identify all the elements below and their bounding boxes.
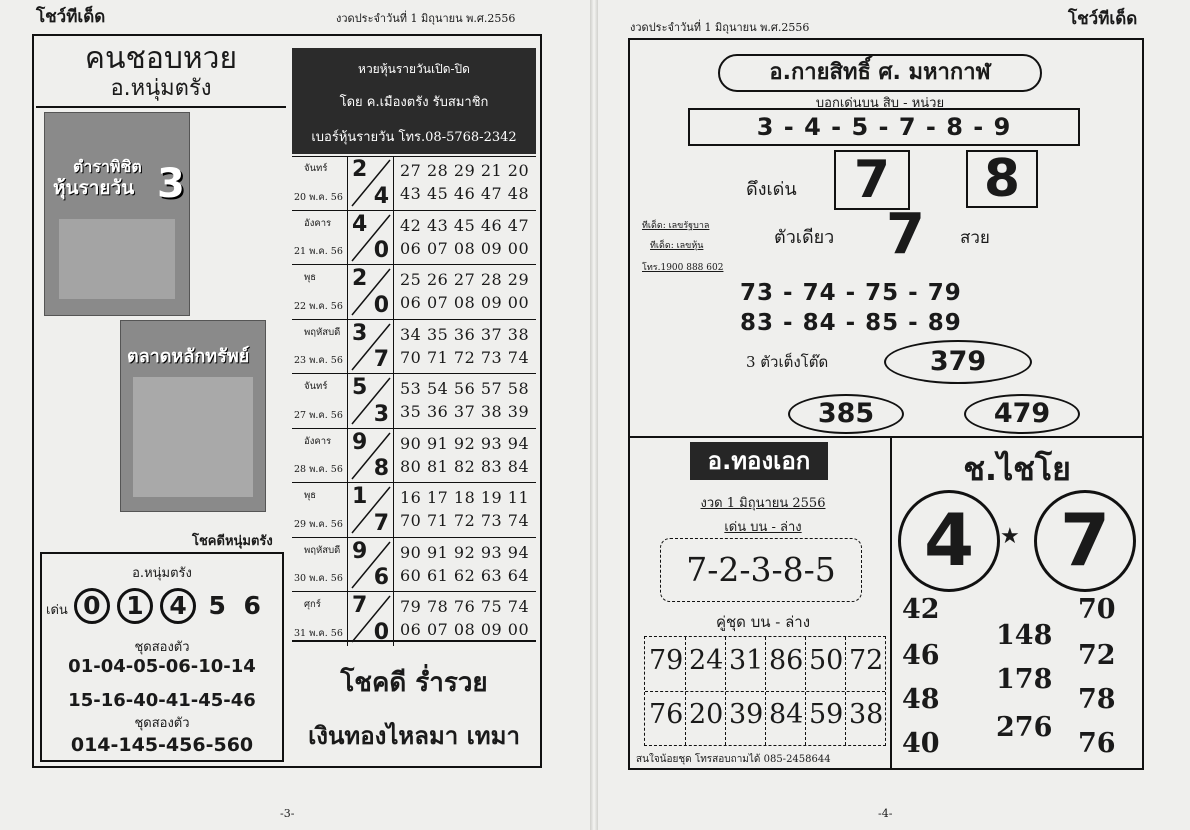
- day-name: พฤหัสบดี: [304, 544, 341, 556]
- day-cell: [292, 483, 348, 537]
- table-row: [292, 428, 536, 483]
- cover2-illustration: [133, 377, 253, 497]
- number-set-bottom: 06 07 08 09 00: [400, 293, 530, 312]
- cover1-illustration: [59, 219, 175, 299]
- brand-block: [36, 40, 286, 108]
- magazine-title: โชว์ทีเด็ด: [36, 7, 106, 27]
- predicted-number: 76: [1078, 728, 1116, 759]
- pairs-line-2: 83 - 84 - 85 - 89: [740, 310, 962, 336]
- day-name: อังคาร: [304, 435, 332, 447]
- day-date: 27 พ.ค. 56: [294, 409, 343, 421]
- side-note-phone: โทร.1900 888 602: [642, 263, 724, 273]
- circled-digit: 0: [74, 588, 110, 624]
- predicted-number: 72: [1078, 640, 1116, 671]
- banner-line2: โดย ค.เมืองตรัง รับสมาชิก: [339, 95, 489, 110]
- day-date: 23 พ.ค. 56: [294, 355, 343, 366]
- issue-date-header: งวดประจำวันที่ 1 มิถุนายน พ.ศ.2556: [630, 21, 810, 34]
- pair-cell: 20: [689, 699, 724, 730]
- brand-author: อ.หนุ่มตรัง: [110, 76, 212, 101]
- lead-digit: 3: [352, 320, 368, 346]
- day-cell: [292, 265, 348, 319]
- second-digit: 7: [373, 510, 389, 536]
- lead-digit-2: 8: [966, 150, 1038, 208]
- page-number: -4-: [878, 807, 893, 820]
- predicted-number: 178: [996, 664, 1053, 695]
- beauty-label: สวย: [960, 228, 990, 248]
- prediction-author: อ.หนุ่มตรัง: [132, 566, 192, 581]
- day-date: 21 พ.ค. 56: [294, 246, 343, 257]
- day-name: พุธ: [304, 490, 317, 501]
- day-cell: [292, 592, 348, 646]
- predicted-number: 148: [996, 620, 1053, 651]
- lead-label: เด่น: [46, 603, 68, 618]
- cover2-title: ตลาดหลักทรัพย์: [127, 346, 250, 367]
- number-set-top: 27 28 29 21 20: [400, 161, 530, 180]
- predicted-number: 78: [1078, 684, 1116, 715]
- number-set-top: 79 78 76 75 74: [400, 597, 530, 616]
- number-set-bottom: 06 07 08 09 00: [400, 620, 530, 639]
- day-date: 29 พ.ค. 56: [294, 518, 343, 530]
- digit-pair-cell: [348, 538, 394, 592]
- tong-ek-name: อ.ทองเอก: [690, 442, 828, 480]
- page-number: -3-: [280, 807, 295, 820]
- single-digit: 7: [886, 202, 925, 267]
- number-set-bottom: 70 71 72 73 74: [400, 347, 530, 367]
- three-digit-oval-1: 379: [884, 340, 1032, 384]
- day-cell: [292, 374, 348, 428]
- day-name: ศุกร์: [304, 599, 321, 610]
- table-row: [292, 482, 536, 537]
- lead-digits-row: [46, 588, 267, 624]
- table-row: [292, 210, 536, 265]
- predicted-number: 70: [1078, 594, 1116, 625]
- predicted-number: 48: [902, 684, 940, 715]
- two-digit-line2: 15-16-40-41-45-46: [68, 690, 256, 711]
- table-row: [292, 319, 536, 374]
- second-digit: 3: [373, 401, 389, 427]
- table-row: [292, 537, 536, 592]
- sequence-box: 3 - 4 - 5 - 7 - 8 - 9: [688, 108, 1080, 146]
- lead-digit-1: 7: [834, 150, 910, 210]
- second-digit: 7: [373, 347, 389, 372]
- digit-pair-cell: [348, 265, 394, 319]
- pairs-line-1: 73 - 74 - 75 - 79: [740, 280, 962, 306]
- three-digit-line: 014-145-456-560: [70, 734, 254, 756]
- day-name: จันทร์: [304, 381, 328, 392]
- day-name: พฤหัสบดี: [304, 326, 341, 338]
- day-cell: [292, 429, 348, 483]
- lead-digit: 2: [352, 266, 368, 291]
- day-date: 30 พ.ค. 56: [294, 573, 343, 584]
- blessing-line2: เงินทองไหลมา เทมา: [308, 722, 520, 750]
- day-name: อังคาร: [304, 217, 332, 229]
- digit-pair-cell: [348, 374, 394, 428]
- big-circled-digit-2: 7: [1034, 490, 1136, 592]
- day-cell: [292, 156, 348, 210]
- lead-digit: 9: [352, 538, 368, 564]
- number-set-top: 25 26 27 28 29: [400, 270, 530, 289]
- number-set-bottom: 43 45 46 47 48: [400, 184, 530, 203]
- draw-date: งวด 1 มิถุนายน 2556: [700, 496, 826, 511]
- day-cell: [292, 320, 348, 374]
- table-bottom-rule: [292, 640, 536, 642]
- star-icon: ★: [1000, 524, 1020, 549]
- second-digit: 4: [373, 183, 389, 209]
- second-digit: 8: [373, 456, 389, 481]
- second-digit: 0: [373, 238, 389, 263]
- side-note-2: ทีเด็ด: เลขหุ้น: [650, 241, 704, 251]
- plain-digit: 5: [208, 591, 226, 620]
- lead-digit: 1: [352, 484, 368, 509]
- contact-footer: สนใจน้อยชุด โทรสอบถามได้ 085-2458644: [636, 754, 831, 765]
- book-cover-2: [120, 320, 266, 512]
- predicted-number: 40: [902, 728, 940, 759]
- cover-caption: โชคดีหนุ่มตรัง: [192, 534, 273, 549]
- lead-digit: 9: [352, 429, 368, 455]
- pair-cell: 86: [769, 645, 804, 676]
- number-set-top: 53 54 56 57 58: [400, 379, 530, 398]
- lead-digit: 4: [352, 211, 368, 237]
- cover1-title: หุ้นรายวัน: [53, 177, 135, 199]
- three-digit-label: 3 ตัวเต็งโต๊ด: [746, 353, 829, 371]
- big-circled-digit-1: 4: [898, 490, 1000, 592]
- number-set-top: 90 91 92 93 94: [400, 433, 530, 453]
- lead-digit-chain: 7-2-3-8-5: [660, 538, 862, 602]
- three-digit-label: ชุดสองตัว: [134, 716, 190, 731]
- pair-cell: 39: [729, 699, 764, 730]
- day-cell: [292, 211, 348, 265]
- two-digit-label: ชุดสองตัว: [134, 640, 190, 655]
- brand-title: คนชอบหวย: [84, 41, 238, 76]
- section-divider: [628, 436, 1144, 438]
- single-label: ตัวเดียว: [774, 227, 835, 248]
- circled-digit: 4: [160, 588, 196, 624]
- day-date: 31 พ.ค. 56: [294, 627, 343, 639]
- digit-pair-cell: [348, 211, 394, 265]
- second-digit: 6: [373, 565, 389, 590]
- master-name-pill: อ.กายสิทธิ์ ศ. มหากาฬ: [718, 54, 1042, 92]
- right-page: [598, 0, 1190, 830]
- book-cover-1: [44, 112, 190, 316]
- number-set-top: 16 17 18 19 11: [400, 488, 530, 507]
- banner-line1: หวยหุ้นรายวันเปิด-ปิด: [358, 62, 470, 76]
- left-page: [0, 0, 590, 830]
- table-row: [292, 264, 536, 319]
- lead-digit: 7: [352, 593, 368, 618]
- cover1-number: 3: [157, 161, 185, 207]
- pair-cell: 72: [849, 645, 884, 676]
- number-set-bottom: 35 36 37 38 39: [400, 402, 530, 421]
- table-row: [292, 156, 536, 210]
- blessing-line1: โชคดี ร่ำรวย: [340, 668, 488, 698]
- day-date: 20 พ.ค. 56: [294, 191, 343, 203]
- side-note-1: ทีเด็ด: เลขรัฐบาล: [642, 221, 710, 231]
- second-digit: 0: [373, 619, 389, 645]
- number-set-bottom: 60 61 62 63 64: [400, 565, 530, 585]
- day-date: 22 พ.ค. 56: [294, 300, 343, 312]
- table-row: [292, 591, 536, 646]
- lead-digit: 5: [352, 375, 368, 400]
- predicted-number: 46: [902, 640, 940, 671]
- pair-cell: 59: [809, 699, 844, 730]
- table-row: [292, 373, 536, 428]
- pair-set-grid: [644, 636, 886, 746]
- pair-cell: 31: [729, 645, 764, 676]
- day-name: พุธ: [304, 272, 317, 283]
- day-date: 28 พ.ค. 56: [294, 464, 343, 475]
- pair-cell: 79: [649, 645, 684, 676]
- issue-date-header: งวดประจำวันที่ 1 มิถุนายน พ.ศ.2556: [336, 12, 516, 25]
- digit-pair-cell: [348, 156, 394, 210]
- pair-cell: 84: [769, 699, 804, 730]
- pair-cell: 50: [809, 645, 844, 676]
- number-set-top: 90 91 92 93 94: [400, 542, 530, 562]
- daily-stock-table: [292, 156, 536, 646]
- master-subtitle: บอกเด่นบน สิบ - หน่วย: [815, 96, 945, 111]
- lead-label: ดึงเด่น: [746, 179, 797, 200]
- digit-pair-cell: [348, 592, 394, 646]
- three-digit-oval-3: 479: [964, 394, 1080, 434]
- pair-cell: 76: [649, 699, 684, 730]
- two-digit-line1: 01-04-05-06-10-14: [68, 656, 256, 677]
- number-set-top: 42 43 45 46 47: [400, 215, 530, 235]
- chaiyo-name: ช.ไชโย: [963, 450, 1071, 488]
- pair-set-label: คู่ชุด บน - ล่าง: [715, 613, 811, 631]
- cover1-subtitle: ตำราพิชิต: [73, 157, 142, 176]
- grid-row-rule: [645, 691, 885, 692]
- predicted-number: 276: [996, 712, 1053, 743]
- digit-pair-cell: [348, 483, 394, 537]
- table-top-rule: [292, 156, 536, 157]
- number-set-bottom: 70 71 72 73 74: [400, 511, 530, 530]
- number-set-bottom: 06 07 08 09 00: [400, 238, 530, 258]
- pair-cell: 38: [849, 699, 884, 730]
- day-name: จันทร์: [304, 163, 328, 174]
- lead-top-bottom-label: เด่น บน - ล่าง: [724, 520, 802, 535]
- lead-digit: 2: [352, 157, 368, 182]
- predicted-number: 42: [902, 594, 940, 625]
- number-set-bottom: 80 81 82 83 84: [400, 456, 530, 476]
- magazine-title: โชว์ทีเด็ด: [1068, 9, 1138, 29]
- plain-digit: 6: [243, 591, 261, 620]
- circled-digit: 1: [117, 588, 153, 624]
- number-set-top: 34 35 36 37 38: [400, 324, 530, 344]
- three-digit-oval-2: 385: [788, 394, 904, 434]
- banner-phone: เบอร์หุ้นรายวัน โทร.08-5768-2342: [311, 130, 517, 145]
- second-digit: 0: [373, 292, 389, 318]
- pair-cell: 24: [689, 645, 724, 676]
- spine-gutter: [590, 0, 598, 830]
- digit-pair-cell: [348, 429, 394, 483]
- digit-pair-cell: [348, 320, 394, 374]
- day-cell: [292, 538, 348, 592]
- stock-lotto-banner: [292, 48, 536, 154]
